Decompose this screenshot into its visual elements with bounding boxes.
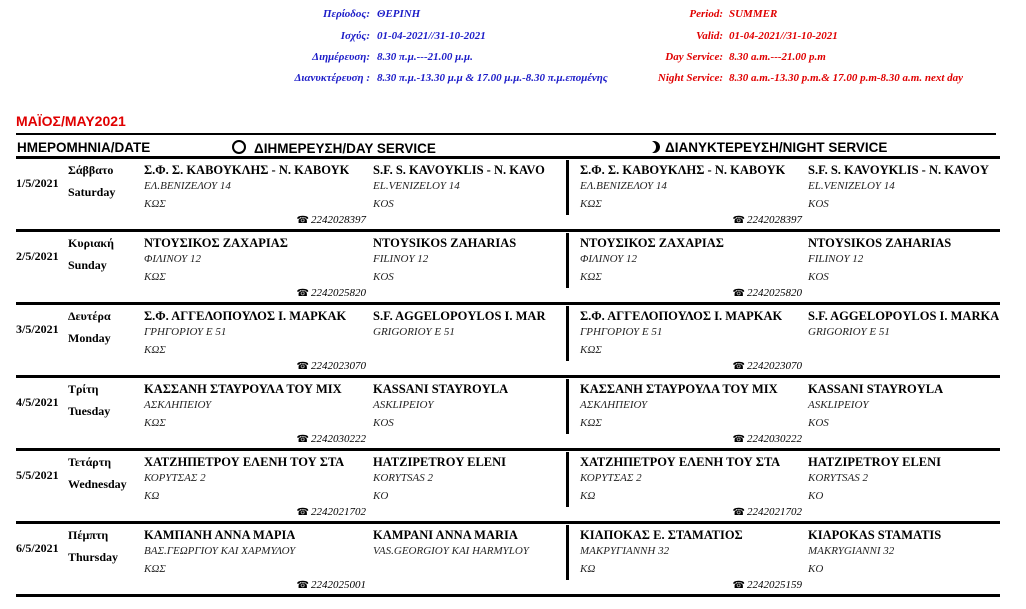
night-pharmacy-name-gr: Σ.Φ. Σ. ΚΑΒΟΥΚΛΗΣ - Ν. ΚΑΒΟΥΚ [580,163,786,177]
row-date: 4/5/2021 [16,395,59,409]
night-city-en: KOS [808,271,829,283]
row-weekday-en: Monday [68,331,111,345]
night-address-gr: ΚΟΡΥΤΣΑΣ 2 [580,472,642,484]
night-phone [733,287,802,299]
day-address-gr: ΒΑΣ.ΓΕΩΡΓΙΟΥ ΚΑΙ ΧΑΡΜΥΛΟΥ [144,545,296,557]
night-address-gr: ΜΑΚΡΥΓΙΑΝΝΗ 32 [580,545,670,557]
top-rule [16,133,996,135]
night-address-en: ASKLIPEIOY [808,399,869,411]
row-weekday-gr: Κυριακή [68,236,114,250]
moon-icon [644,141,656,153]
valid-label-en: Valid: [696,30,723,42]
table-row [0,377,1026,450]
day-address-en: EL.VENIZELOY 14 [373,180,460,192]
night-city-en: KO [808,490,824,502]
row-date: 3/5/2021 [16,322,59,336]
phone-number: 2242025001 [311,579,366,591]
row-weekday-en: Saturday [68,185,116,199]
day-city-gr: ΚΩΣ [144,271,166,283]
phone-number: 2242030222 [311,433,366,445]
day-address-gr: ΓΡΗΓΟΡΙΟΥ Ε 51 [144,326,227,338]
night-address-gr: ΑΣΚΛΗΠΕΙΟΥ [580,399,648,411]
day-address-en: GRIGORIOY E 51 [373,326,455,338]
day-service-value-gr: 8.30 π.μ.---21.00 μ.μ. [377,51,473,63]
night-address-en: FILINOY 12 [808,253,864,265]
valid-value-gr: 01-04-2021//31-10-2021 [377,30,486,42]
day-pharmacy-name-gr: ΚΑΣΣΑΝΗ ΣΤΑΥΡΟΥΛΑ ΤΟΥ ΜΙΧ [144,382,342,396]
night-pharmacy-name-en: S.F. S. KAVOYKLIS - N. KAVOY [808,163,989,177]
night-city-gr: ΚΩ [580,563,596,575]
night-phone [733,506,802,518]
column-header-night-service [648,140,887,155]
night-address-en: KORYTSAS 2 [808,472,869,484]
day-address-en: ASKLIPEIOY [373,399,434,411]
phone-icon: ☎ [296,361,309,372]
night-address-en: MAKRYGIANNI 32 [808,545,895,557]
period-label-gr: Περίοδος: [323,8,370,20]
phone-icon: ☎ [732,361,745,372]
row-date: 1/5/2021 [16,176,59,190]
row-date: 5/5/2021 [16,468,59,482]
night-city-gr: ΚΩΣ [580,344,602,356]
month-title: ΜΑΪΟΣ/ΜΑΥ2021 [16,113,126,129]
day-service-label-gr: Διημέρευση: [312,51,370,63]
night-pharmacy-name-gr: Σ.Φ. ΑΓΓΕΛΟΠΟΥΛΟΣ Ι. ΜΑΡΚΑΚ [580,309,783,323]
night-pharmacy-name-gr: ΧΑΤΖΗΠΕΤΡΟΥ ΕΛΕΝΗ ΤΟΥ ΣΤΑ [580,455,781,469]
column-separator [566,306,569,361]
day-city-gr: ΚΩΣ [144,563,166,575]
day-city-gr: ΚΩΣ [144,417,166,429]
day-address-en: KORYTSAS 2 [373,472,434,484]
sun-icon [232,140,246,154]
row-weekday-en: Wednesday [68,477,127,491]
night-city-gr: ΚΩΣ [580,271,602,283]
day-city-gr: ΚΩ [144,490,160,502]
phone-icon: ☎ [296,215,309,226]
day-service-label-en: Day Service: [665,51,723,63]
night-service-label: ΔΙΑΝΥΚΤΕΡΕΥΣΗ/NIGHT SERVICE [665,140,888,155]
day-pharmacy-name-en: KAMPANI ANNA MARIA [373,528,518,542]
table-row [0,231,1026,304]
day-phone [297,214,366,226]
day-pharmacy-name-gr: ΚΑΜΠΑΝΗ ΑΝΝΑ ΜΑΡΙΑ [144,528,296,542]
day-pharmacy-name-gr: Σ.Φ. ΑΓΓΕΛΟΠΟΥΛΟΣ Ι. ΜΑΡΚΑΚ [144,309,347,323]
column-header-date: ΗΜΕΡΟΜΗΝΙΑ/DATE [17,140,151,155]
row-weekday-gr: Τετάρτη [68,455,112,469]
day-phone [297,579,366,591]
period-value-gr: ΘΕΡΙΝΗ [377,8,421,20]
night-phone [733,579,802,591]
column-separator [566,452,569,507]
day-city-en: KO [373,490,389,502]
phone-number: 2242021702 [747,506,802,518]
day-address-gr: ΚΟΡΥΤΣΑΣ 2 [144,472,206,484]
column-header-day-service [232,140,436,156]
night-phone [733,433,802,445]
phone-icon: ☎ [732,288,745,299]
phone-number: 2242030222 [747,433,802,445]
night-city-gr: ΚΩΣ [580,198,602,210]
table-row [0,304,1026,377]
day-service-label: ΔΙΗΜΕΡΕΥΣΗ/DAY SERVICE [254,141,436,156]
column-separator [566,525,569,580]
day-pharmacy-name-gr: ΧΑΤΖΗΠΕΤΡΟΥ ΕΛΕΝΗ ΤΟΥ ΣΤΑ [144,455,345,469]
night-address-en: EL.VENIZELOY 14 [808,180,895,192]
day-address-gr: ΕΛ.ΒΕΝΙΖΕΛΟΥ 14 [144,180,231,192]
day-city-gr: ΚΩΣ [144,344,166,356]
day-pharmacy-name-en: NTOYSIKOS ZAHARIAS [373,236,517,250]
night-service-value-en: 8.30 a.m.-13.30 p.m.& 17.00 p.m-8.30 a.m. next day [729,72,964,84]
table-row [0,523,1026,596]
night-service-label-en: Night Service: [657,72,723,84]
phone-icon: ☎ [296,288,309,299]
column-separator [566,379,569,434]
day-pharmacy-name-en: HATZIPETROY ELENI [373,455,507,469]
row-weekday-gr: Πέμπτη [68,528,109,542]
day-city-en: KOS [373,271,394,283]
phone-number: 2242025159 [747,579,802,591]
column-separator [566,160,569,215]
phone-number: 2242021702 [311,506,366,518]
day-address-en: FILINOY 12 [373,253,429,265]
night-pharmacy-name-en: HATZIPETROY ELENI [808,455,942,469]
day-service-value-en: 8.30 a.m.---21.00 p.m [729,51,826,63]
night-city-gr: ΚΩ [580,490,596,502]
row-weekday-gr: Τρίτη [68,382,99,396]
period-label-en: Period: [689,8,723,20]
night-pharmacy-name-gr: ΝΤΟΥΣΙΚΟΣ ΖΑΧΑΡΙΑΣ [580,236,724,250]
night-phone [733,214,802,226]
valid-value-en: 01-04-2021//31-10-2021 [729,30,838,42]
night-address-en: GRIGORIOY E 51 [808,326,890,338]
day-address-en: VAS.GEORGIOY KAI HARMYLOY [373,545,529,557]
night-pharmacy-name-en: KIAPOKAS STAMATIS [808,528,942,542]
day-city-en: KOS [373,417,394,429]
row-weekday-gr: Σάββατο [68,163,114,177]
phone-icon: ☎ [732,507,745,518]
table-row [0,158,1026,231]
phone-icon: ☎ [296,507,309,518]
phone-number: 2242028397 [747,214,802,226]
night-service-value-gr: 8.30 π.μ.-13.30 μ.μ & 17.00 μ.μ.-8.30 π.μ.επομένης [377,72,608,84]
night-pharmacy-name-gr: ΚΙΑΠΟΚΑΣ Ε. ΣΤΑΜΑΤΙΟΣ [580,528,743,542]
column-separator [566,233,569,288]
phone-icon: ☎ [296,580,309,591]
period-value-en: SUMMER [729,8,778,20]
night-city-gr: ΚΩΣ [580,417,602,429]
row-divider [16,594,1000,597]
phone-number: 2242023070 [311,360,366,372]
phone-icon: ☎ [732,580,745,591]
night-city-en: KO [808,563,824,575]
phone-number: 2242028397 [311,214,366,226]
night-pharmacy-name-en: NTOYSIKOS ZAHARIAS [808,236,952,250]
day-phone [297,433,366,445]
phone-number: 2242023070 [747,360,802,372]
phone-icon: ☎ [732,215,745,226]
day-pharmacy-name-gr: ΝΤΟΥΣΙΚΟΣ ΖΑΧΑΡΙΑΣ [144,236,288,250]
night-phone [733,360,802,372]
night-address-gr: ΕΛ.ΒΕΝΙΖΕΛΟΥ 14 [580,180,667,192]
row-weekday-gr: Δευτέρα [68,309,111,323]
row-weekday-en: Thursday [68,550,119,564]
day-phone [297,506,366,518]
day-address-gr: ΦΙΛΙΝΟΥ 12 [144,253,202,265]
day-city-gr: ΚΩΣ [144,198,166,210]
phone-number: 2242025820 [311,287,366,299]
table-row [0,450,1026,523]
night-address-gr: ΦΙΛΙΝΟΥ 12 [580,253,638,265]
phone-icon: ☎ [732,434,745,445]
night-address-gr: ΓΡΗΓΟΡΙΟΥ Ε 51 [580,326,663,338]
phone-number: 2242025820 [747,287,802,299]
valid-label-gr: Ισχύς: [340,30,370,42]
day-pharmacy-name-en: S.F. AGGELOPOYLOS I. MAR [373,309,546,323]
day-pharmacy-name-en: KASSANI STAYROYLA [373,382,509,396]
row-weekday-en: Tuesday [68,404,111,418]
night-city-en: KOS [808,198,829,210]
row-weekday-en: Sunday [68,258,107,272]
night-pharmacy-name-gr: ΚΑΣΣΑΝΗ ΣΤΑΥΡΟΥΛΑ ΤΟΥ ΜΙΧ [580,382,778,396]
day-phone [297,287,366,299]
row-date: 2/5/2021 [16,249,59,263]
day-city-en: KOS [373,198,394,210]
phone-icon: ☎ [296,434,309,445]
night-pharmacy-name-en: S.F. AGGELOPOYLOS I. MARKA [808,309,1000,323]
day-pharmacy-name-en: S.F. S. KAVOYKLIS - N. KAVO [373,163,545,177]
day-pharmacy-name-gr: Σ.Φ. Σ. ΚΑΒΟΥΚΛΗΣ - Ν. ΚΑΒΟΥΚ [144,163,350,177]
night-city-en: KOS [808,417,829,429]
row-date: 6/5/2021 [16,541,59,555]
night-service-label-gr: Διανυκτέρευση : [294,72,370,84]
day-address-gr: ΑΣΚΛΗΠΕΙΟΥ [144,399,212,411]
night-pharmacy-name-en: KASSANI STAYROYLA [808,382,944,396]
day-phone [297,360,366,372]
